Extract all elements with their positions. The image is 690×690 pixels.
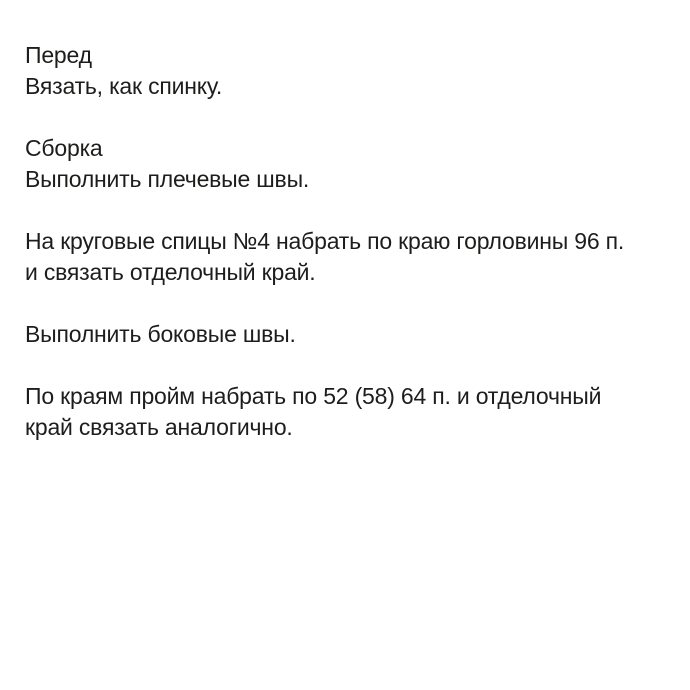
assembly-instruction-line: Выполнить плечевые швы. [25,166,310,192]
section-heading-assembly: Сборка [25,135,103,161]
armholes-instruction-line-2: край связать аналогично. [25,414,293,440]
neckline-instruction-line-1: На круговые спицы №4 набрать по краю горловины 96 п. [25,228,625,254]
paragraph-neckline [25,226,668,288]
front-instruction-line: Вязать, как спинку. [25,73,223,99]
paragraph-front [25,40,668,102]
neckline-instruction-line-2: и связать отделочный край. [25,259,316,285]
side-seams-instruction-line: Выполнить боковые швы. [25,321,296,347]
paragraph-assembly [25,133,668,195]
paragraph-armholes [25,381,668,443]
section-heading-front: Перед [25,42,92,68]
paragraph-side-seams [25,319,668,350]
armholes-instruction-line-1: По краям пройм набрать по 52 (58) 64 п. и отделочный [25,383,602,409]
